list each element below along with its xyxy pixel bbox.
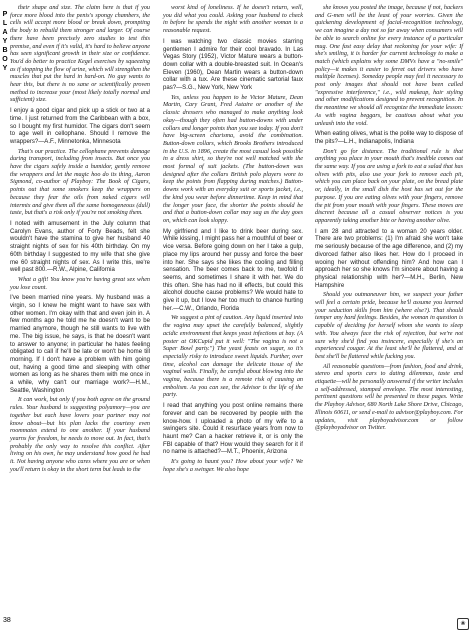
advisor-answer: What a gift! You know you're having great sex when you lose count. <box>10 276 150 291</box>
magazine-name-vertical <box>2 10 10 73</box>
advisor-answer: worst kind of loneliness. If he doesn't return, well, you did what you could. Asking your husband to check in before he spends the night with another woman is a reasonable request. <box>163 5 303 35</box>
advisor-answer: she knows you posted the image, because if not, hackers and G-men will be the least of your worries. Given the quickening development of facial-recognition technology, we can imagine a day not so far away when consumers will be able to search online for every instance of a particular mug. One fast easy delay that reckoning for your wife: If she's smiling, it is harder for current technology to make a match (which explains why some DMVs have a "no-smile" policy—it makes it easier to ferret out drivers who have multiple licenses). Someday people may feel it necessary to post only images that should not have been called "expressive interference," i.e., wild makeup, hair styling and other modifications designed to prevent recognition. In the meantime we should all recognize the immediate lesson: As with vagina beggars, be cautious about what you unleash into the void. <box>315 5 463 127</box>
advisor-answer: It can work, but only if you both agree on the ground rules. Your husband is suggesting polyamory—you are together but each have lovers your partner may not know about—but his plan lacks the courtesy even roommates extend to one another. If your husband yearns for freedom, he needs to move out. In fact, that's probably the only way to resolve this conflict. After living on his own, he may understand how good he had it. Not having anyone who cares where you are or when you'll return is okay in the short term but leads to the <box>10 397 150 473</box>
reader-question: My girlfriend and I like to drink beer during sex. While kissing, I might pass her a mouthful of beer or vice versa. Before going down on her I take a gulp, place my lips around her pussy and force the beer into her. She says she likes the cooling and filling sensation. The beer comes back to me, twofold it seems, and sometimes I share it with her. We do this often. She has had no ill effects, but could this alcohol douche cause problems? We would hate to give it up, but I love her too much to chance hurting her.—C.W., Orlando, Florida <box>163 228 303 312</box>
reader-question: I've been married nine years. My husband was a virgin, so I knew he might want to have sex with other women. I'm okay with that and even join in. A few months ago he told me he doesn't want to be married anymore, though he still wants to live with me. The big issue, he says, is that he doesn't want to answer to anyone; in particular he hates feeling obligated to call if he'll be late or won't be home till morning. If I don't have a problem with him going out, having a good time and sleeping with other women as long as he shares them with me once in a while, why can't our marriage work?—H.M., Seattle, Washington <box>10 295 150 394</box>
magazine-letter: P <box>2 11 10 18</box>
magazine-letter: A <box>2 29 10 36</box>
reader-question: I am 28 and attracted to a woman 20 years older. There are two problems: (1) I'm afraid she won't take me seriously because of the age difference, and (2) my divorced father also likes her. How do I proceed in wooing her without offending him? And how can I approach her so she knows I'm sincere about having a physical relationship with her?—M.H., Berlin, New Hampshire <box>315 228 463 289</box>
advisor-answer: Should you outmaneuver him, we suspect your father will feel a certain pride, because he'll assume you learned your seduction skills from him (where else?). That should temper any hard feelings. Besides, the woman in question is capable of deciding for herself whom she wants to sleep with. You always face the risk of rejection, but we're not sure why she'd find you insincere, especially if she's an experienced cougar. At the least she'll be flattered, and at best she'll be flattered while fucking you. <box>315 292 463 360</box>
advisor-answer: their shape and size. The claim here is that if you force more blood into the penis's spongy chambers, the cells will accept more blood or break down, prompting the body to rebuild them stronger and larger. Of course there have been precisely zero studies to test this premise, and even if it's valid, it's hard to believe anyone has seen significant growth in their size or confidence. You'd do better to practice Kegel exercises by squeezing as if stopping the flow of urine, which will strengthen the muscles that put the hard in hard-on. No guy wants to hear this, but there is no sane or scientifically proven method to increase your (most likely totally normal and sufficient) size. <box>10 5 150 104</box>
page-number: 38 <box>3 617 11 624</box>
advisor-answer: All reasonable questions—from fashion, food and drink, stereo and sports cars to dating dilemmas, taste and etiquette—will be personally answered if the writer includes a self-addressed, stamped envelope. The most interesting, pertinent questions will be presented in these pages. Write the Playboy Advisor, 680 North Lake Shore Drive, Chicago, Illinois 60611, or send e-mail to advisor@playboy.com. For updates, visit playboyadvisor.com or follow @playboyadvisor on Twitter. <box>315 363 463 432</box>
column-right <box>315 5 463 435</box>
magazine-letter: L <box>2 20 10 27</box>
column-left <box>10 5 150 476</box>
advisor-answer: We suggest a pint of caution. Any liquid inserted into the vagina may upset the carefully balanced, slightly acidic environment that keeps yeast infections at bay. (A poster at OKCupid put it well: "The vagina is not a Super Bowl party.") The yeast feasts on sugar, so it's especially risky to introduce sweet liquids. Further, over time, alcohol can damage the delicate tissue of the vaginal walls. Finally, be careful about blowing into the vagina, because there is a remote risk of causing an embolism. As you can see, the Advisor is the life of the party. <box>163 315 303 399</box>
rabbit-logo-icon: ❀ <box>457 618 469 630</box>
magazine-letter: Y <box>2 65 10 72</box>
reader-question: I enjoy a good cigar and pick up a stick or two at a time. I just returned from the Caribbean with a box, so I bought my first humidor. The cigars don't seem to age well in cellophane. Should I remove the wrappers?—A.F., Minnetonka, Minnesota <box>10 108 150 145</box>
advisor-answer: Don't go for distance. The traditional rule is that anything you place in your mouth that's inedible comes out the same way. If you are using a fork to eat a salad that has olives with pits, also use your fork to remove each pit, which you can place back on your plate, on the bread plate or, ideally, in the small dish the host has set out for the purpose. If you are eating olives with your fingers, remove the pit from your mouth with your fingers. These moves are discreet because all a casual observer notices is you apparently taking another bite or having another olive. <box>315 148 463 224</box>
reader-question: I read that anything you post online remains there forever and can be recovered by people with the know-how. I uploaded a photo of my wife to a swingers site. Could it resurface years from now to haunt me? Can a hacker retrieve it, or is only the FBI capable of that? How would they search for it if no name is attached?—M.T., Phoenix, Arizona <box>163 403 303 456</box>
column-middle <box>163 5 303 476</box>
magazine-letter: B <box>2 47 10 54</box>
magazine-letter: O <box>2 56 10 63</box>
magazine-letter: Y <box>2 38 10 45</box>
advisor-answer: It's going to haunt you? How about your wife? We hope she's a swinger. We also hope <box>163 459 303 473</box>
advisor-answer: Yes, unless you happen to be Victor Mature, Dean Martin, Cary Grant, Fred Astaire or another of the classic dressers who managed to make anything look okay—though they often had button-downs with under collars and longer points than you see today. If you don't have big-screen charisma, avoid the combination. Button-down collars, which Brooks Brothers introduced in the U.S. in 1896, create the most casual look possible in a dress shirt, so they're not well matched with the most formal of suit jackets. (The button-down was designed after the collars British polo players wore to keep the points from flapping during matches.) Button-downs work with an everyday suit or sports jacket, i.e., the kind you wear before dinnertime. Keep in mind that the longer your face, the shorter the points should be and that a button-down collar may sag as the day goes on, which can look sloppy. <box>163 94 303 224</box>
reader-question: When eating olives, what is the polite way to dispose of the pits?—L.H., Indianapolis, Indiana <box>315 131 463 145</box>
reader-question: I noted with amusement in the July column that Carolyn Evans, author of Forty Beads, felt she wouldn't have the stamina to give her husband 40 straight nights of sex for his 40th birthday. On my 60th birthday I suggested to my wife that she give me 60 straight nights of sex. As I write this, we're well past 800.—R.W., Alpine, California <box>10 220 150 274</box>
reader-question: I was watching two classic movies starring gentlemen I admire for their cool bravado. In Las Vegas Story (1952), Victor Mature wears a button-down collar with a double-breasted suit. In Ocean's Eleven (1960), Dean Martin wears a button-down collar with a tux. Are these cinematic sartorial faux pas?—S.G., New York, New York <box>163 38 303 92</box>
advisor-answer: That's our practice. The cellophane prevents damage during transport, including from insects. But once you have the cigars safely inside a humidor, gently remove the wrappers and let the magic hoo do its thing, Aaron Sigmond, co-author of Playboy: The Book of Cigars, points out that some smokers keep the wrappers on because they fear the oils from naked cigars will intermix and give them all the same homogeneous (dull) taste, but that's a risk only if you're not smoking them. <box>10 148 150 217</box>
